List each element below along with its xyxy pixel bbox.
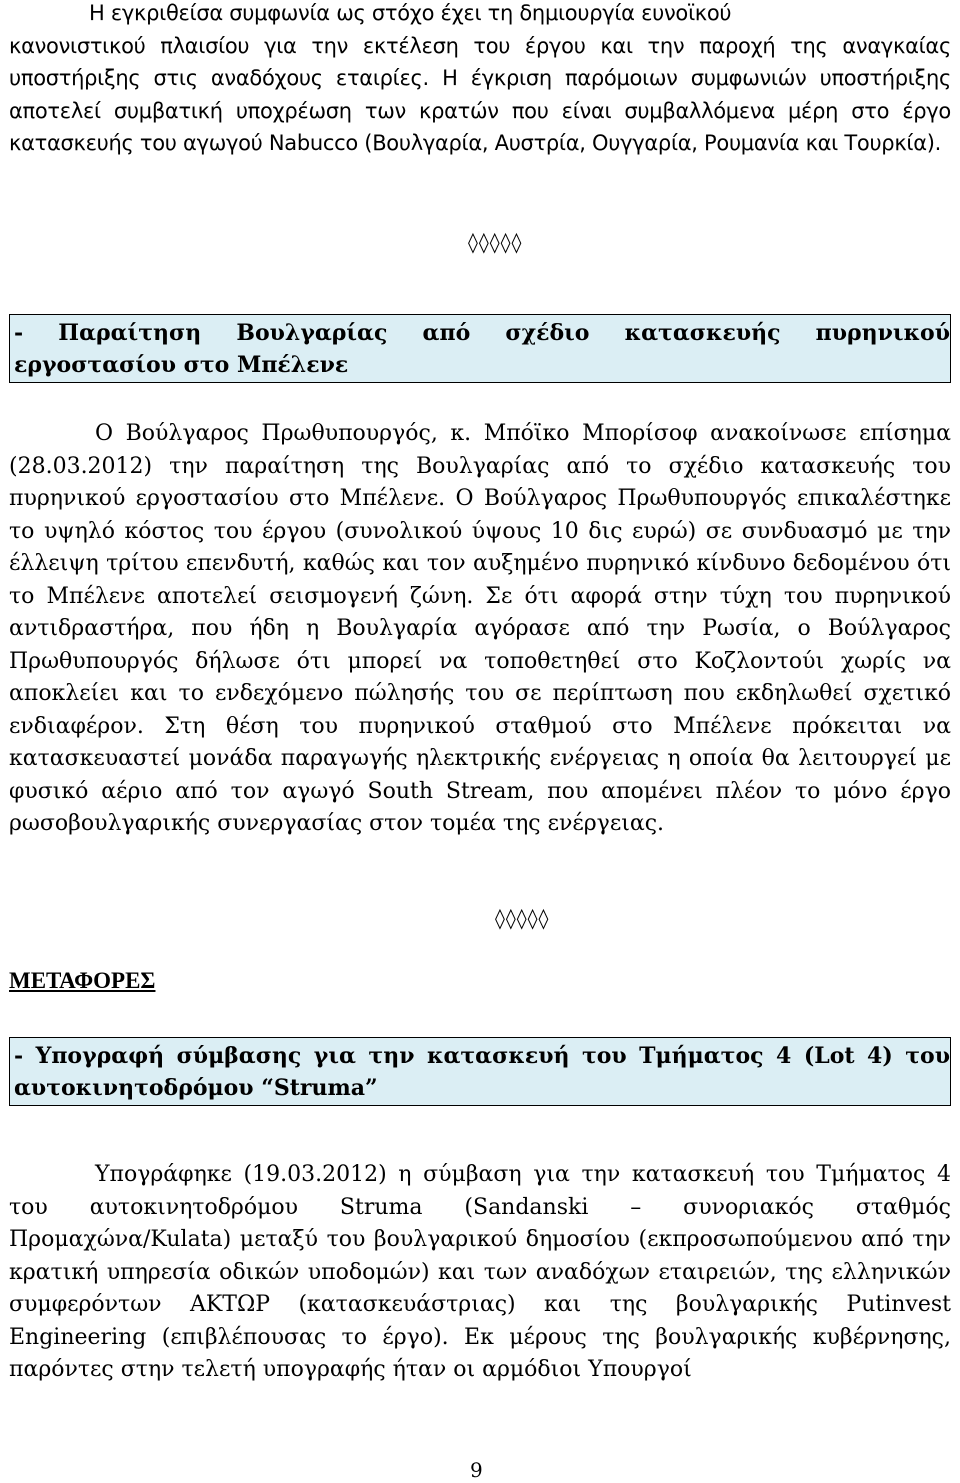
heading-box-belene xyxy=(9,314,951,383)
intro-first-line: Η εγκριθείσα συμφωνία ως στόχο έχει τη δημιουργία ευνοϊκού xyxy=(89,1,732,25)
section-title-transport: ΜΕΤΑΦΟΡΕΣ xyxy=(9,968,156,993)
page-number: 9 xyxy=(470,1458,483,1482)
intro-paragraph xyxy=(9,0,951,160)
separator-diamonds-2: ◊◊◊◊◊ xyxy=(495,906,550,930)
paragraph-struma: Υπογράφηκε (19.03.2012) η σύμβαση για την κατασκευή του Τμήματος 4 του αυτοκινητοδρόμου Struma (Sandanski – συνοριακός σταθμός Προμαχώνα/Kulata) μεταξύ του βουλγαρικού δημοσίου (εκπροσωπούμενου από την κρατική υπηρεσία οδικών υποδομών) και των αναδόχων εταιρειών, της ελληνικών συμφερόντων ΑΚΤΩΡ (κατασκευάστριας) και της βουλγαρικής Putinvest Engineering (επιβλέπουσας το έργο). Εκ μέρους της βουλγαρικής κυβέρνησης, παρόντες στην τελετή υπογραφής ήταν οι αρμόδιοι Υπουργοί xyxy=(9,1162,951,1382)
paragraph-belene: Ο Βούλγαρος Πρωθυπουργός, κ. Μπόϊκο Μπορίσοφ ανακοίνωσε επίσημα (28.03.2012) την παραίτηση της Βουλγαρίας από το σχέδιο κατασκευής του πυρηνικού εργοστασίου στο Μπέλενε. Ο Βούλγαρος Πρωθυπουργός επικαλέστηκε το υψηλό κόστος του έργου (συνολικού ύψους 10 δις ευρώ) σε συνδυασμό με την έλλειψη τρίτου επενδυτή, καθώς και τον αυξημένο πυρηνικό κίνδυνο δεδομένου ότι το Μπέλενε αποτελεί σεισμογενή ζώνη. Σε ότι αφορά στην τύχη του πυρηνικού αντιδραστήρα, που ήδη η Βουλγαρία αγόρασε από την Ρωσία, ο Βούλγαρος Πρωθυπουργός δήλωσε ότι μπορεί να τοποθετηθεί στο Κοζλοντούι χωρίς να αποκλείει και το ενδεχόμενο πώλησής του σε περίπτωση που εκδηλωθεί σχετικό ενδιαφέρον. Στη θέση του πυρηνικού σταθμού στο Μπέλενε πρόκειται να κατασκευαστεί μονάδα παραγωγής ηλεκτρικής ενέργειας η οποία θα λειτουργεί με φυσικό αέριο από τον αγωγό South Stream, που απομένει πλέον το μόνο έργο ρωσοβουλγαρικής συνεργασίας στον τομέα της ενέργειας. xyxy=(9,421,951,836)
heading-box-struma xyxy=(9,1037,951,1106)
intro-rest: κανονιστικού πλαισίου για την εκτέλεση του έργου και την παροχή της αναγκαίας υποστήριξης στις αναδόχους εταιρίες. Η έγκριση παρόμοιων συμφωνιών υποστήριξης αποτελεί συμβατική υποχρέωση των κρατών που είναι συμβαλλόμενα μέρη στο έργο κατασκευής του αγωγού Nabucco (Βουλγαρία, Αυστρία, Ουγγαρία, Ρουμανία και Τουρκία). xyxy=(9,33,951,155)
heading-struma: - Υπογραφή σύμβασης για την κατασκευή του Τμήματος 4 (Lot 4) του αυτοκινητοδρόμου “Struma” xyxy=(14,1043,950,1101)
heading-belene: - Παραίτηση Βουλγαρίας από σχέδιο κατασκευής πυρηνικού εργοστασίου στο Μπέλενε xyxy=(14,320,950,378)
separator-diamonds-1: ◊◊◊◊◊ xyxy=(468,230,523,254)
